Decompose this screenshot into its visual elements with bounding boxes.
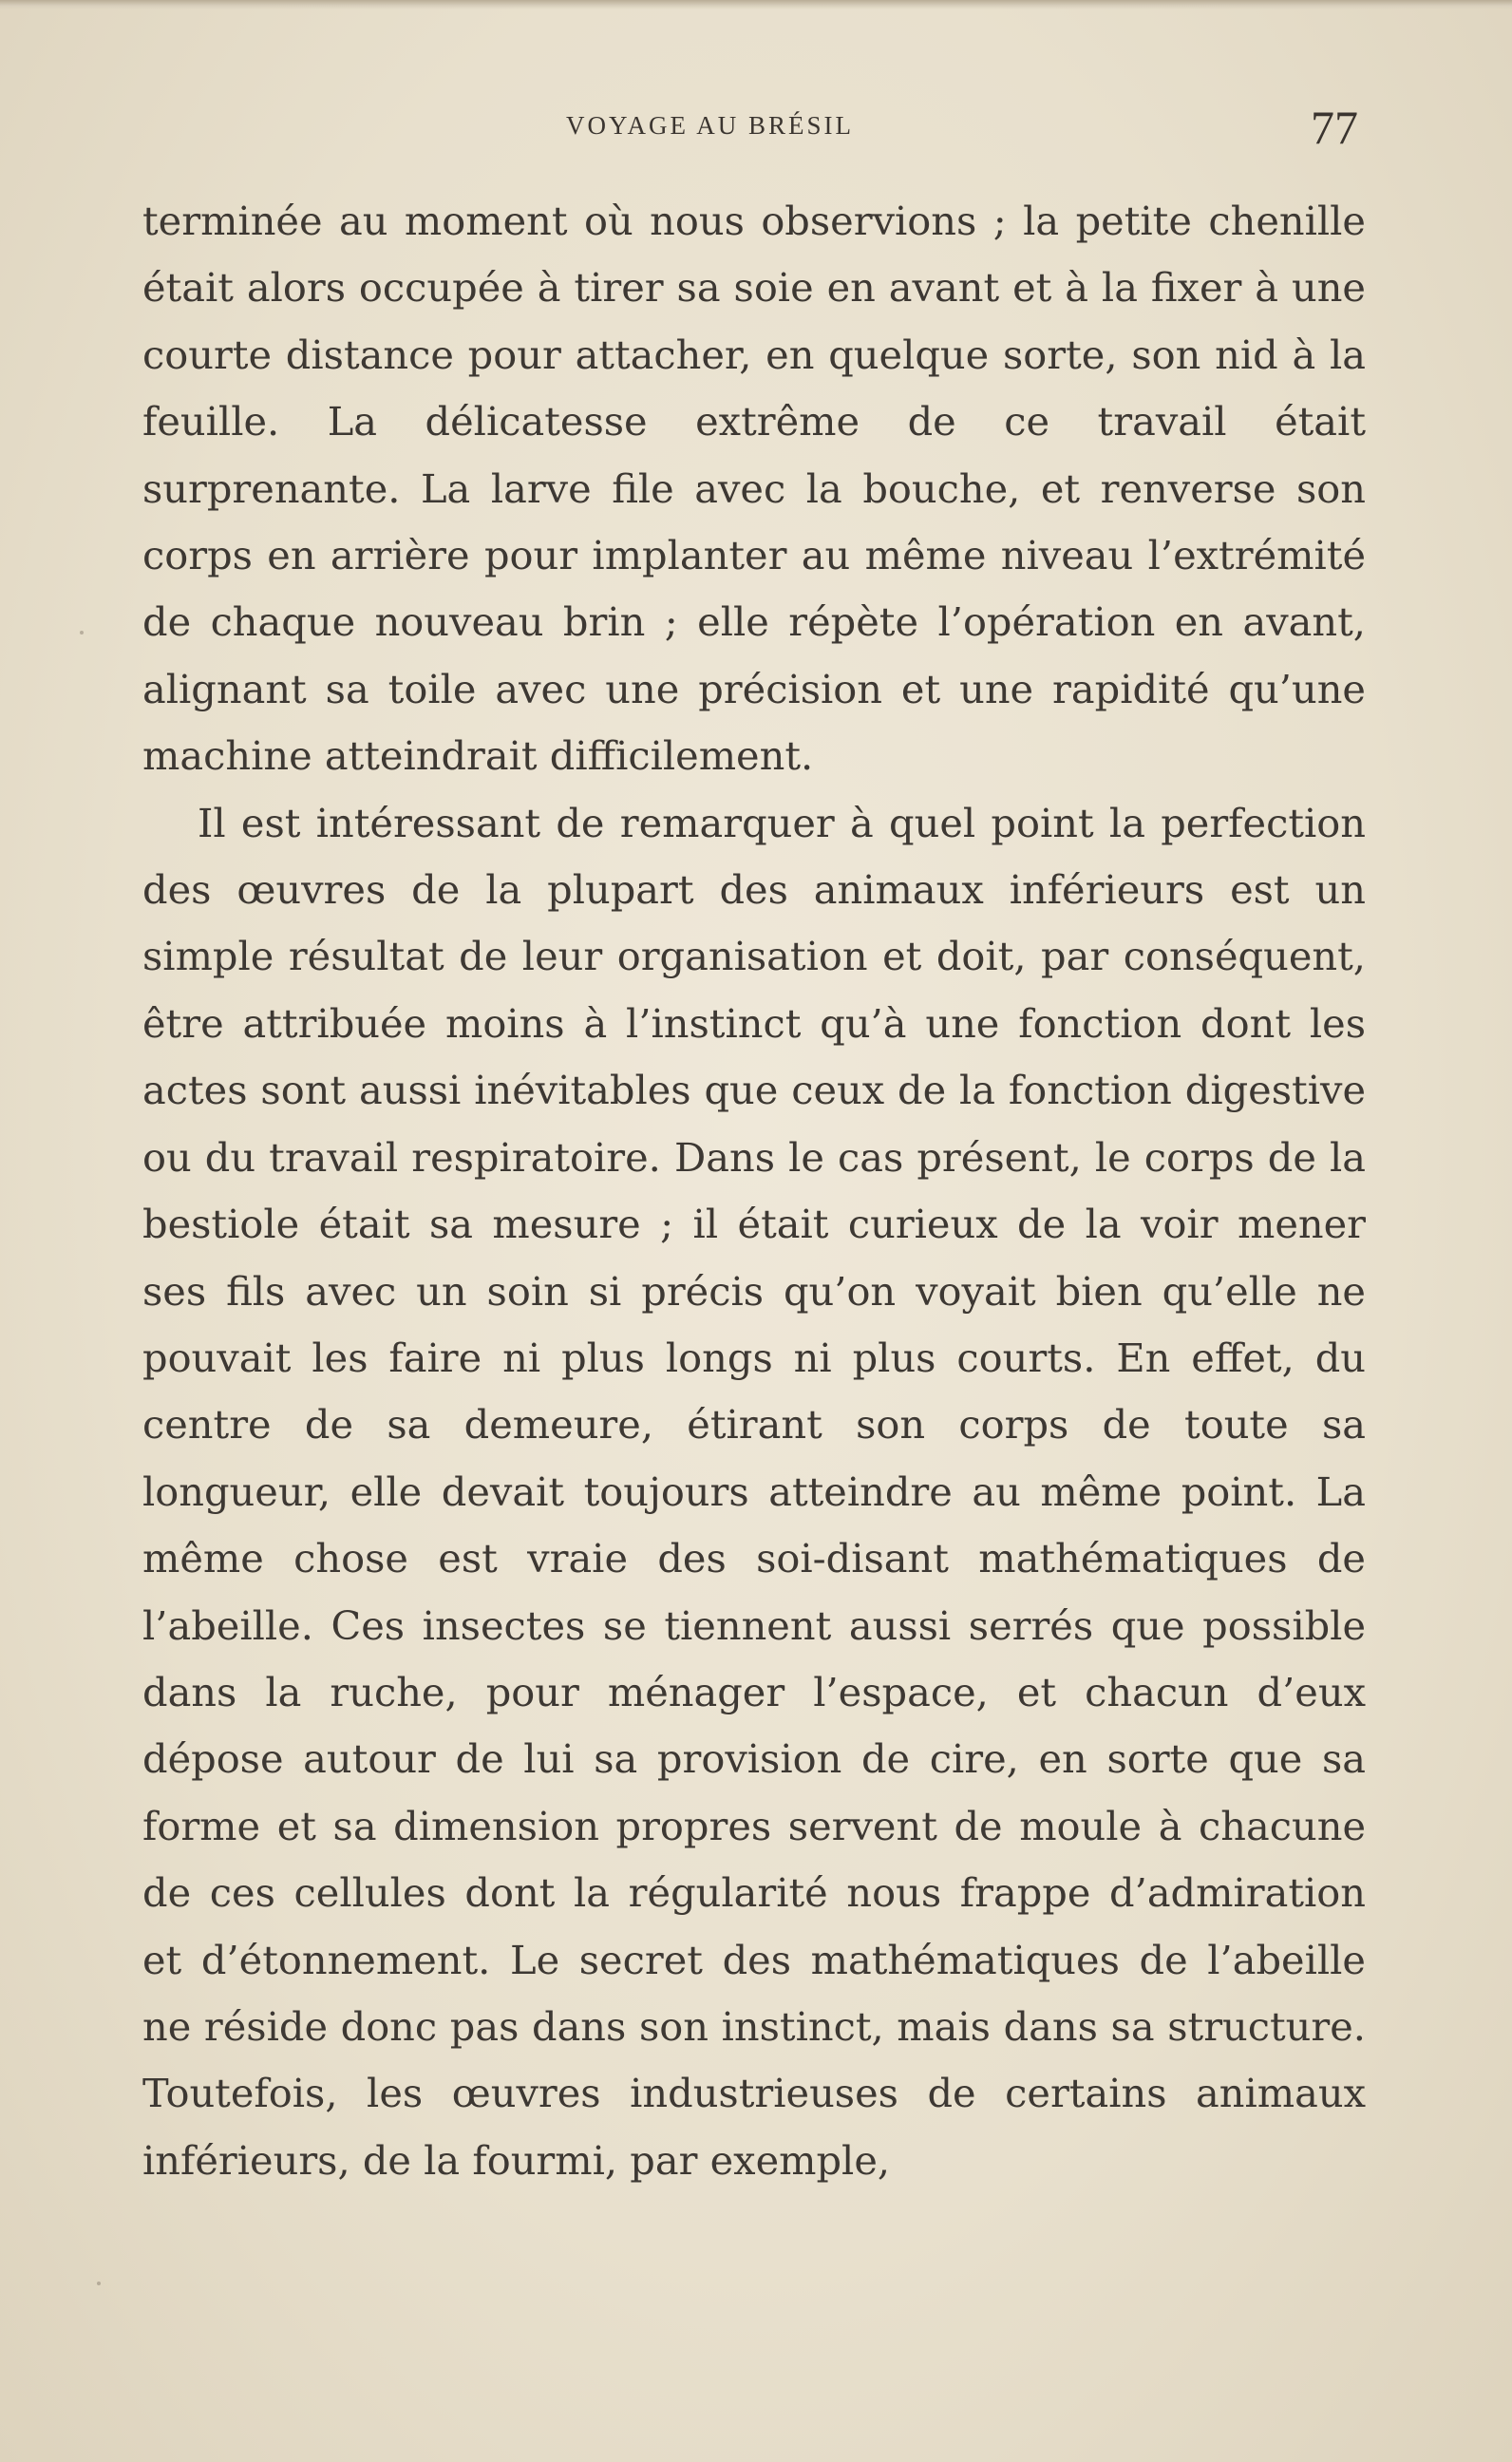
body-text (142, 188, 1366, 2194)
paper-speck (97, 2282, 101, 2285)
page-number: 77 (1311, 101, 1358, 154)
paragraph-1: terminée au moment où nous observions ; la petite chenille était alors occupée à tirer sa soie en avant et à la fixer à une courte distance pour attacher, en quelque sorte, son nid à la feuille. La délicatesse extrême de ce travail était surprenante. La larve file avec la bouche, et renverse son corps en arrière pour implanter au même niveau l’extrémité de chaque nouveau brin ; elle répète l’opération en avant, alignant sa toile avec une précision et une rapidité qu’une machine atteindrait difficilement. (142, 198, 1366, 780)
running-title: VOYAGE AU BRÉSIL (566, 111, 855, 140)
running-head (0, 100, 1512, 157)
paper-speck (80, 631, 84, 634)
paragraph-2: Il est intéressant de remarquer à quel point la perfection des œuvres de la plupart des animaux inférieurs est un simple résultat de leur organisation et doit, par conséquent, être attribuée moins à l’instinct qu’à une fonction dont les actes sont aussi inévitables que ceux de la fonction digestive ou du travail respiratoire. Dans le cas présent, le corps de la bestiole était sa mesure ; il était curieux de la voir mener ses fils avec un soin si précis qu’on voyait bien qu’elle ne pouvait les faire ni plus longs ni plus courts. En effet, du centre de sa demeure, étirant son corps de toute sa longueur, elle devait toujours atteindre au même point. La même chose est vraie des soi-disant mathématiques de l’abeille. Ces insectes se tiennent aussi serrés que possible dans la ruche, pour ménager l’espace, et chacun d’eux dépose autour de lui sa provision de cire, en sorte que sa forme et sa dimension propres servent de moule à chacune de ces cellules dont la régularité nous frappe d’admiration et d’étonnement. Le secret des mathématiques de l’abeille ne réside donc pas dans son instinct, mais dans sa structure. Toutefois, les œuvres industrieuses de certains animaux inférieurs, de la fourmi, par exemple, (142, 799, 1366, 2184)
page-top-edge (0, 0, 1512, 9)
